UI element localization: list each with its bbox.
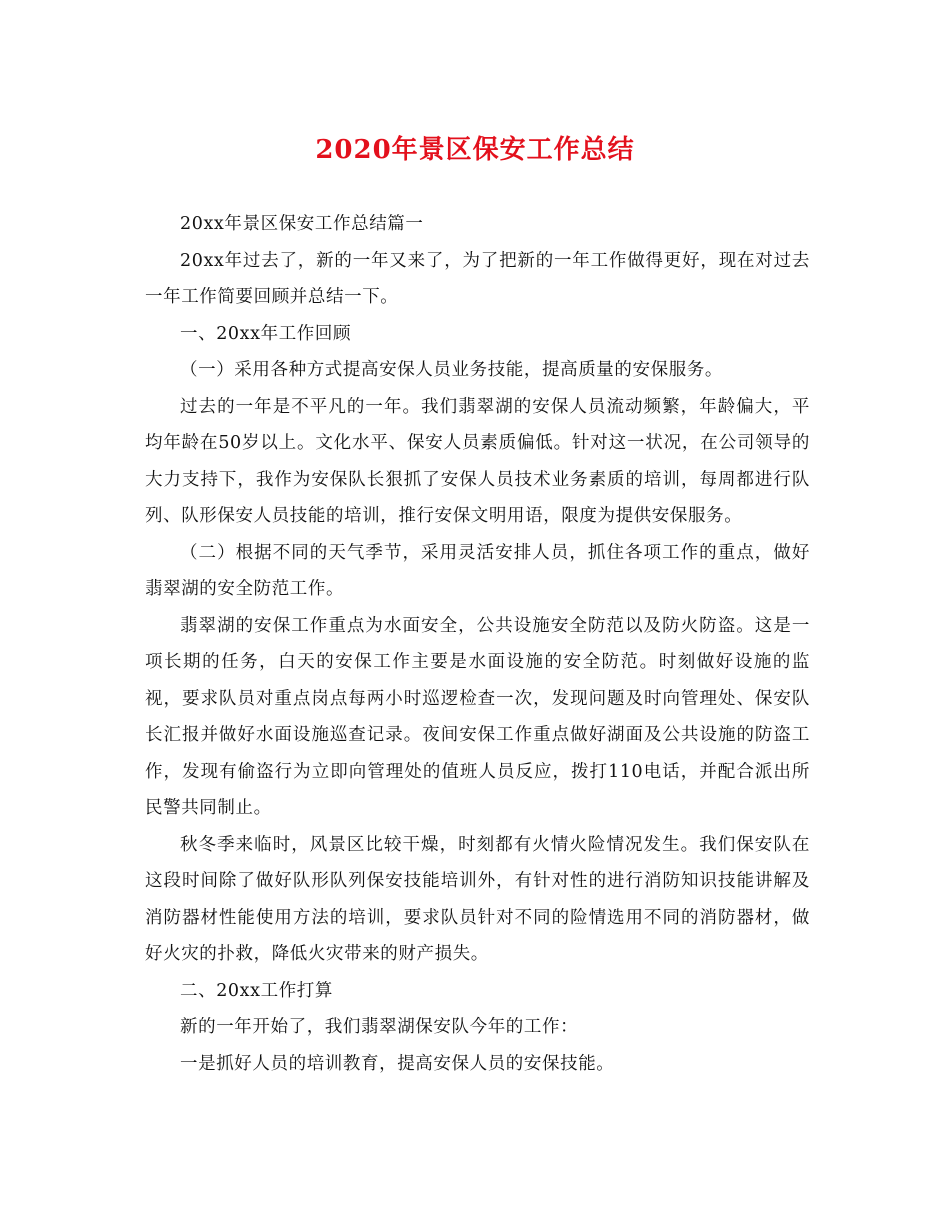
document-body [145,206,810,1082]
paragraph-section-heading: 20xx年景区保安工作总结篇一 [180,214,424,234]
document-title: 2020年景区保安工作总结 [315,135,635,165]
paragraph-body-3: 秋冬季来临时，风景区比较干燥，时刻都有火情火险情况发生。我们保安队在这段时间除了做好队形队列保安技能培训外，有针对性的进行消防知识技能讲解及消防器材性能使用方法的培训，要求队员针对不同的险情选用不同的消防器材，做好火灾的扑救，降低火灾带来的财产损失。 [145,834,810,964]
paragraph-body-2: 翡翠湖的安保工作重点为水面安全，公共设施安全防范以及防火防盗。这是一项长期的任务，白天的安保工作主要是水面设施的安全防范。时刻做好设施的监视，要求队员对重点岗点每两小时巡逻检查一次，发现问题及时向管理处、保安队长汇报并做好水面设施巡查记录。夜间安保工作重点做好湖面及公共设施的防盗工作，发现有偷盗行为立即向管理处的值班人员反应，拨打110电话，并配合派出所民警共同制止。 [145,615,810,818]
paragraph-intro: 20xx年过去了，新的一年又来了，为了把新的一年工作做得更好，现在对过去一年工作简要回顾并总结一下。 [145,250,810,307]
paragraph-plan-item-1: 一是抓好人员的培训教育，提高安保人员的安保技能。 [180,1053,615,1074]
paragraph-subheading-1: （一）采用各种方式提高安保人员业务技能，提高质量的安保服务。 [180,360,723,380]
paragraph-plan-intro: 新的一年开始了，我们翡翠湖保安队今年的工作： [180,1017,579,1037]
paragraph-subheading-2: （二）根据不同的天气季节，采用灵活安排人员，抓住各项工作的重点，做好翡翠湖的安全防范工作。 [145,542,810,599]
paragraph-plan-heading: 二、20xx工作打算 [180,980,334,1001]
paragraph-review-heading: 一、20xx年工作回顾 [180,323,352,344]
paragraph-body-1: 过去的一年是不平凡的一年。我们翡翠湖的安保人员流动频繁，年龄偏大，平均年龄在50岁以上。文化水平、保安人员素质偏低。针对这一状况，在公司领导的大力支持下，我作为安保队长狠抓了安保人员技术业务素质的培训，每周都进行队列、队形保安人员技能的培训，推行安保文明用语，限度为提供安保服务。 [145,396,810,526]
